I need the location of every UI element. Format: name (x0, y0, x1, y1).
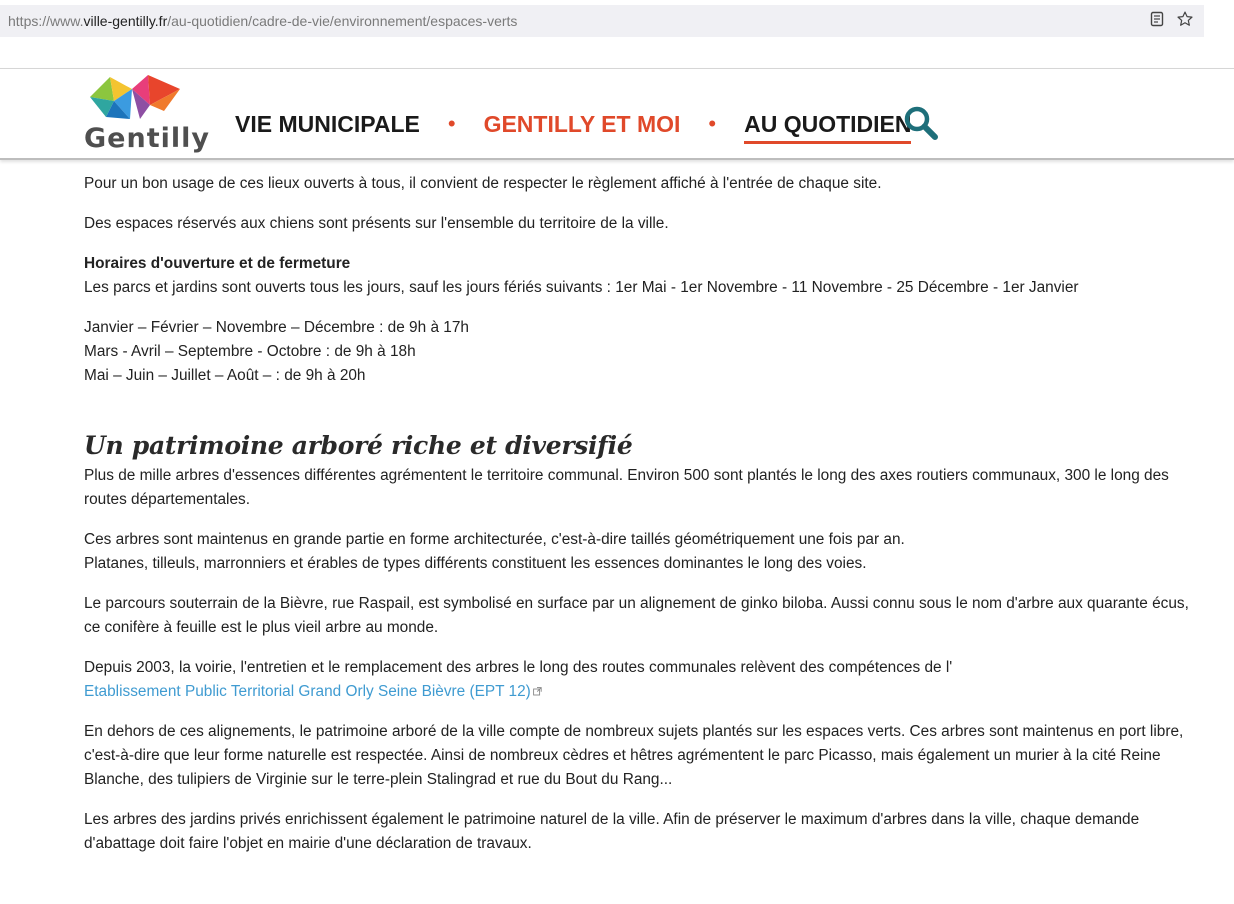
search-icon[interactable] (903, 105, 939, 146)
hours-line-summer: Mai – Juin – Juillet – Août – : de 9h à 20h (84, 367, 366, 384)
ept-link[interactable]: Etablissement Public Territorial Grand Orly Seine Bièvre (EPT 12) (84, 683, 531, 700)
reader-mode-icon[interactable] (1150, 11, 1164, 27)
address-bar[interactable] (0, 5, 1204, 37)
nav-au-quotidien[interactable]: AU QUOTIDIEN (744, 111, 912, 137)
nav-separator: • (447, 110, 456, 136)
site-header (0, 68, 1234, 160)
nav-separator: • (708, 110, 717, 136)
section-heading: Un patrimoine arboré riche et diversifié (84, 431, 633, 460)
url-path: /au-quotidien/cadre-de-vie/environnement/espaces-verts (167, 13, 518, 29)
competences-text: Depuis 2003, la voirie, l'entretien et le remplacement des arbres le long des routes communales relèvent des compétences de l' (84, 659, 953, 676)
urlbar-icons (1150, 10, 1194, 28)
trees-shape-line1: Ces arbres sont maintenus en grande partie en forme architecturée, c'est-à-dire taillés géométriquement une fois par an. (84, 531, 905, 548)
hours-line-winter: Janvier – Février – Novembre – Décembre : de 9h à 17h (84, 319, 469, 336)
hours-schedule (84, 316, 1204, 388)
paragraph-green-spaces: En dehors de ces alignements, le patrimoine arboré de la ville compte de nombreux sujets plantés sur les espaces verts. Ces arbres sont maintenus en port libre, c'est-à-dire que leur forme naturelle est respectée. Ainsi de nombreux cèdres et hêtres agrémentent le parc Picasso, mais également un murier à la cité Reine Blanche, des tulipiers de Virginie sur le terre-plein Stalingrad et rue du Bout du Rang... (84, 723, 1184, 788)
trees-shape-line2: Platanes, tilleuls, marronniers et érables de types différents constituent les essences dominantes le long des voies. (84, 555, 867, 572)
hours-text: Les parcs et jardins sont ouverts tous les jours, sauf les jours fériés suivants : 1er Mai - 1er Novembre - 11 Novembre - 25 Décembre - 1er Janvier (84, 279, 1079, 296)
url-prefix: https://www. (8, 13, 84, 29)
paragraph-competences (84, 656, 1204, 704)
logo-text: Gentilly (84, 123, 210, 154)
url-domain: ville-gentilly.fr (83, 13, 168, 29)
logo-mark-icon (88, 75, 180, 125)
paragraph-trees-shape (84, 528, 1204, 576)
bookmark-star-icon[interactable] (1176, 10, 1194, 28)
paragraph-rules: Pour un bon usage de ces lieux ouverts à tous, il convient de respecter le règlement affiché à l'entrée de chaque site. (84, 175, 882, 192)
main-content (84, 172, 1204, 872)
external-link-icon (533, 680, 542, 704)
main-nav (235, 111, 911, 138)
hours-block (84, 252, 1204, 300)
hours-title: Horaires d'ouverture et de fermeture (84, 255, 351, 272)
nav-vie-municipale[interactable]: VIE MUNICIPALE (235, 111, 420, 137)
site-logo[interactable] (84, 75, 210, 155)
paragraph-dogs: Des espaces réservés aux chiens sont présents sur l'ensemble du territoire de la ville. (84, 215, 669, 232)
paragraph-private-gardens: Les arbres des jardins privés enrichissent également le patrimoine naturel de la ville. Afin de préserver le maximum d'arbres dans la ville, chaque demande d'abattage doit faire l'objet en mairie d'une déclaration de travaux. (84, 811, 1140, 852)
paragraph-trees-count: Plus de mille arbres d'essences différentes agrémentent le territoire communal. Environ 500 sont plantés le long des axes routiers communaux, 300 le long des routes départementales. (84, 467, 1169, 508)
hours-line-spring-autumn: Mars - Avril – Septembre - Octobre : de 9h à 18h (84, 343, 416, 360)
paragraph-bievre: Le parcours souterrain de la Bièvre, rue Raspail, est symbolisé en surface par un alignement de ginko biloba. Aussi connu sous le nom d'arbre aux quarante écus, ce conifère à feuille est le plus vieil arbre au monde. (84, 595, 1189, 636)
nav-gentilly-et-moi[interactable]: GENTILLY ET MOI (483, 111, 681, 137)
